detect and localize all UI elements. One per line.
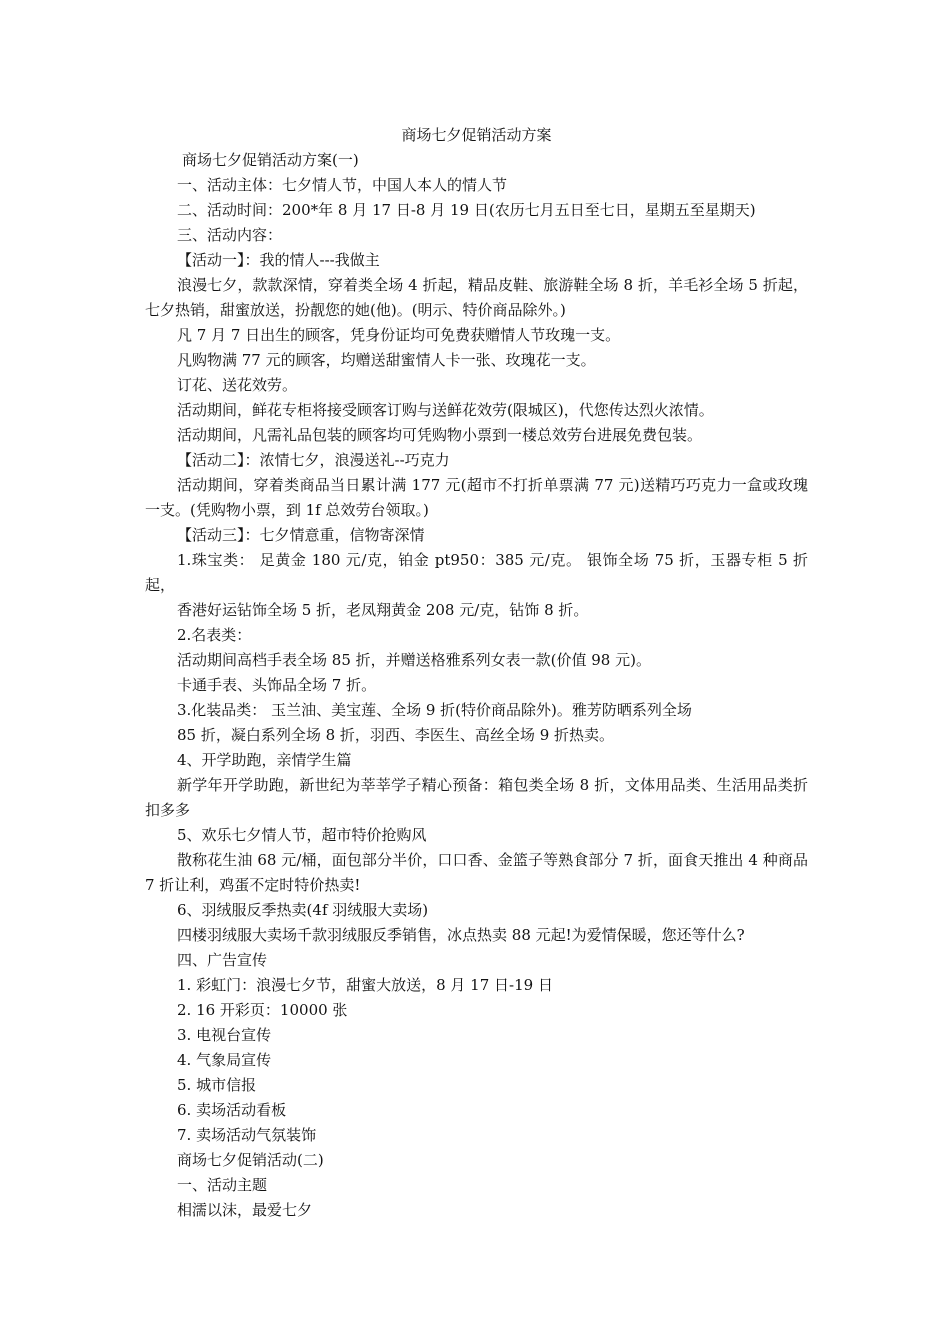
paragraph: 3.化装品类： 玉兰油、美宝莲、全场 9 折(特价商品除外)。雅芳防晒系列全场 <box>177 701 692 719</box>
paragraph: 1.珠宝类： 足黄金 180 元/克，铂金 pt950：385 元/克。 银饰全场 75 折，玉器专柜 5 折起， <box>145 551 808 594</box>
paragraph: 85 折，凝白系列全场 8 折，羽西、李医生、高丝全场 9 折热卖。 <box>177 726 615 744</box>
document-body <box>145 123 808 1223</box>
paragraph: 5. 城市信报 <box>177 1076 257 1094</box>
paragraph: 卡通手表、头饰品全场 7 折。 <box>177 676 377 694</box>
paragraph: 四楼羽绒服大卖场千款羽绒服反季销售，冰点热卖 88 元起!为爱情保暖，您还等什么? <box>177 926 745 944</box>
paragraph: 活动期间，凡需礼品包装的顾客均可凭购物小票到一楼总效劳台进展免费包装。 <box>177 426 703 444</box>
paragraph: 2.名表类： <box>177 626 252 644</box>
paragraph: 6. 卖场活动看板 <box>177 1101 287 1119</box>
paragraph: 【活动三】：七夕情意重，信物寄深情 <box>177 526 425 544</box>
paragraph: 四、广告宣传 <box>177 951 268 969</box>
paragraph: 4、开学助跑，亲情学生篇 <box>177 751 352 769</box>
paragraph: 1. 彩虹门：浪漫七夕节，甜蜜大放送，8 月 17 日-19 日 <box>177 976 553 994</box>
paragraph: 浪漫七夕，款款深情，穿着类全场 4 折起，精品皮鞋、旅游鞋全场 8 折，羊毛衫全场 5 折起，七夕热销，甜蜜放送，扮靓您的她(他)。(明示、特价商品除外。) <box>145 276 808 319</box>
paragraph: 订花、送花效劳。 <box>177 376 298 394</box>
paragraph: 三、活动内容： <box>177 226 283 244</box>
paragraph: 活动期间，鲜花专柜将接受顾客订购与送鲜花效劳(限城区)，代您传达烈火浓情。 <box>177 401 714 419</box>
paragraph: 2. 16 开彩页：10000 张 <box>177 1001 348 1019</box>
paragraph: 凡 7 月 7 日出生的顾客，凭身份证均可免费获赠情人节玫瑰一支。 <box>177 326 621 344</box>
paragraph: 【活动二】：浓情七夕，浪漫送礼--巧克力 <box>177 451 450 469</box>
paragraph: 相濡以沫，最爱七夕 <box>177 1201 313 1219</box>
paragraph: 6、羽绒服反季热卖(4f 羽绒服大卖场) <box>177 901 429 919</box>
paragraph: 一、活动主体：七夕情人节，中国人本人的情人节 <box>177 176 508 194</box>
paragraph: 凡购物满 77 元的顾客，均赠送甜蜜情人卡一张、玫瑰花一支。 <box>177 351 596 369</box>
paragraph: 一、活动主题 <box>177 1176 268 1194</box>
paragraph: 3. 电视台宣传 <box>177 1026 272 1044</box>
paragraph: 散称花生油 68 元/桶，面包部分半价，口口香、金篮子等熟食部分 7 折，面食天推出 4 种商品 7 折让利，鸡蛋不定时特价热卖! <box>145 851 808 894</box>
paragraph: 【活动一】：我的情人---我做主 <box>177 251 380 269</box>
paragraph: 活动期间，穿着类商品当日累计满 177 元(超市不打折单票满 77 元)送精巧巧克力一盒或玫瑰一支。(凭购物小票，到 1f 总效劳台领取。) <box>145 476 808 519</box>
paragraph: 4. 气象局宣传 <box>177 1051 272 1069</box>
section-heading: 商场七夕促销活动(二) <box>177 1151 324 1169</box>
paragraph: 5、欢乐七夕情人节，超市特价抢购风 <box>177 826 427 844</box>
document-title: 商场七夕促销活动方案 <box>401 126 552 144</box>
paragraph: 活动期间高档手表全场 85 折，并赠送格雅系列女表一款(价值 98 元)。 <box>177 651 651 669</box>
section-heading: 商场七夕促销活动方案(一) <box>182 151 359 169</box>
paragraph: 新学年开学助跑，新世纪为莘莘学子精心预备：箱包类全场 8 折，文体用品类、生活用品类折扣多多 <box>145 776 808 819</box>
paragraph: 香港好运钻饰全场 5 折，老凤翔黄金 208 元/克，钻饰 8 折。 <box>177 601 589 619</box>
paragraph: 7. 卖场活动气氛装饰 <box>177 1126 317 1144</box>
paragraph: 二、活动时间：200*年 8 月 17 日-8 月 19 日(农历七月五日至七日，星期五至星期天) <box>177 201 756 219</box>
